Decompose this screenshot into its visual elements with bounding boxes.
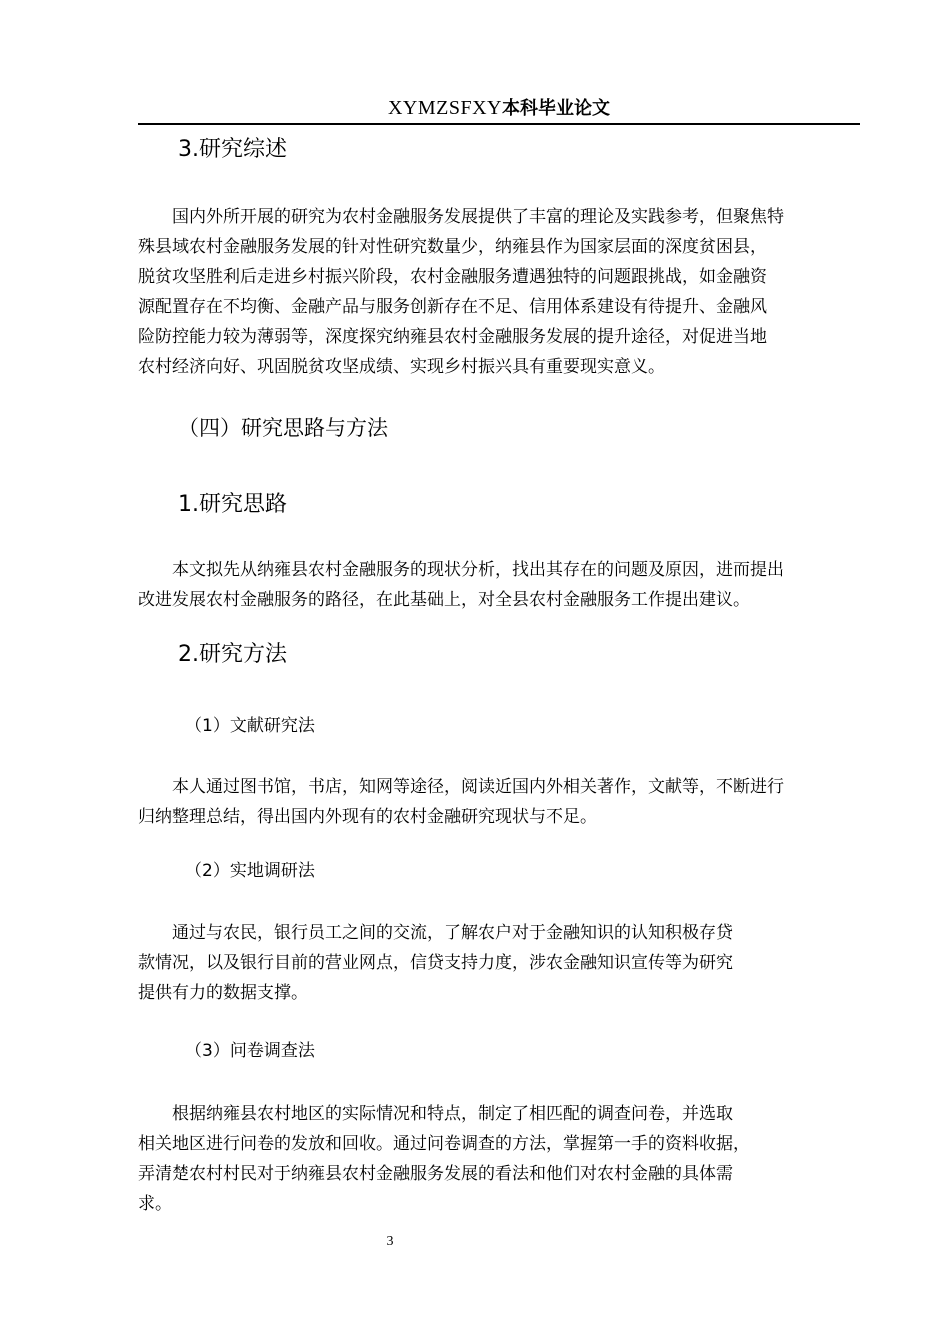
method1-heading: （1）文献研究法 xyxy=(185,716,315,736)
paragraph-line: 农村经济向好、巩固脱贫攻坚成绩、实现乡村振兴具有重要现实意义。 xyxy=(138,357,665,377)
paragraph-line: 相关地区进行问卷的发放和回收。通过问卷调查的方法，掌握第一手的资料收据， xyxy=(138,1134,750,1154)
review-heading: 3.研究综述 xyxy=(178,137,287,162)
research-idea-paragraph xyxy=(138,555,860,615)
running-header xyxy=(138,93,860,125)
paragraph-line: 源配置存在不均衡、金融产品与服务创新存在不足、信用体系建设有待提升、金融风 xyxy=(138,297,767,317)
paragraph-line: 归纳整理总结，得出国内外现有的农村金融研究现状与不足。 xyxy=(138,807,597,827)
paragraph-line: 款情况，以及银行目前的营业网点，信贷支持力度，涉农金融知识宣传等为研究 xyxy=(138,953,733,973)
method3-heading: （3）问卷调查法 xyxy=(185,1041,315,1061)
paragraph-line: 根据纳雍县农村地区的实际情况和特点，制定了相匹配的调查问卷，并选取 xyxy=(138,1104,733,1124)
part4-heading: （四）研究思路与方法 xyxy=(178,416,388,440)
header-school-code: XYMZSFXY xyxy=(387,97,503,119)
paragraph-line: 殊县域农村金融服务发展的针对性研究数量少，纳雍县作为国家层面的深度贫困县， xyxy=(138,237,767,257)
paragraph-line: 提供有力的数据支撑。 xyxy=(138,983,308,1003)
review-paragraph xyxy=(138,202,860,382)
paragraph-line: 弄清楚农村村民对于纳雍县农村金融服务发展的看法和他们对农村金融的具体需 xyxy=(138,1164,733,1184)
paragraph-line: 脱贫攻坚胜利后走进乡村振兴阶段，农村金融服务遭遇独特的问题跟挑战，如金融资 xyxy=(138,267,767,287)
paragraph-line: 国内外所开展的研究为农村金融服务发展提供了丰富的理论及实践参考，但聚焦特 xyxy=(138,207,784,227)
paragraph-line: 本人通过图书馆，书店，知网等途径，阅读近国内外相关著作，文献等，不断进行 xyxy=(138,777,784,797)
method2-heading: （2）实地调研法 xyxy=(185,861,315,881)
method1-paragraph xyxy=(138,772,860,832)
page-number: 3 xyxy=(386,1234,394,1249)
header-doc-type: 本科毕业论文 xyxy=(502,98,611,119)
paragraph-line: 本文拟先从纳雍县农村金融服务的现状分析，找出其存在的问题及原因，进而提出 xyxy=(138,560,784,580)
paragraph-line: 改进发展农村金融服务的路径，在此基础上，对全县农村金融服务工作提出建议。 xyxy=(138,590,750,610)
paragraph-line: 险防控能力较为薄弱等，深度探究纳雍县农村金融服务发展的提升途径，对促进当地 xyxy=(138,327,767,347)
method3-paragraph xyxy=(138,1099,860,1219)
paragraph-line: 求。 xyxy=(138,1194,172,1214)
research-idea-heading: 1.研究思路 xyxy=(178,492,287,517)
paragraph-line: 通过与农民，银行员工之间的交流，了解农户对于金融知识的认知积极存贷 xyxy=(138,923,733,943)
research-method-heading: 2.研究方法 xyxy=(178,642,287,667)
method2-paragraph xyxy=(138,918,860,1008)
